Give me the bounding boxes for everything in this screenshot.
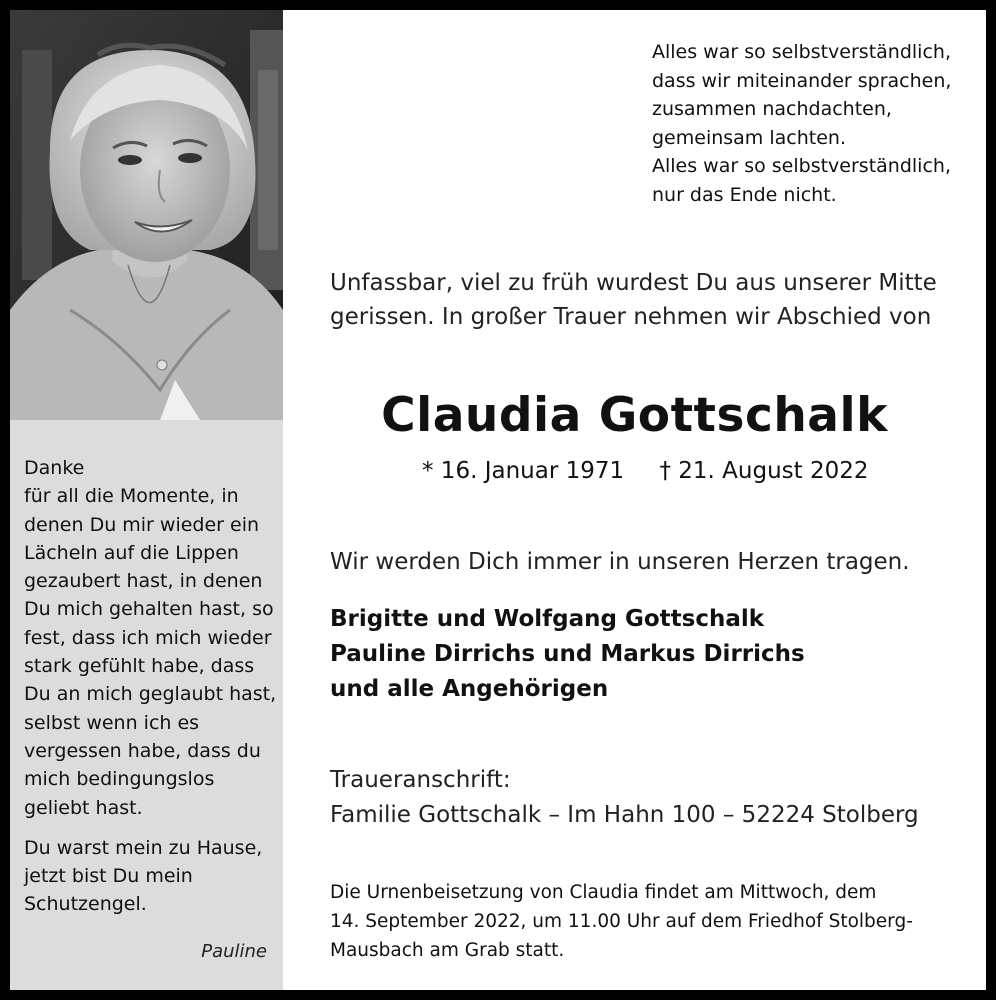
sidebar-line: Du mich gehalten hast, so bbox=[24, 598, 274, 621]
mourner-line: und alle Angehörigen bbox=[330, 676, 609, 702]
mourning-address bbox=[330, 763, 919, 833]
deceased-name: Claudia Gottschalk bbox=[381, 388, 888, 443]
death-date: † 21. August 2022 bbox=[659, 458, 869, 484]
poem-line: Alles war so selbstverständlich, bbox=[652, 155, 951, 178]
intro-text bbox=[330, 266, 937, 334]
sidebar-line: Schutzengel. bbox=[24, 893, 147, 916]
sidebar-line: mich bedingungslos bbox=[24, 768, 215, 791]
burial-line: Mausbach am Grab statt. bbox=[330, 940, 565, 961]
address-label: Traueranschrift: bbox=[330, 767, 511, 793]
sidebar-line: jetzt bist Du mein bbox=[24, 865, 193, 888]
intro-line: Unfassbar, viel zu früh wurdest Du aus unserer Mitte bbox=[330, 270, 937, 296]
poem bbox=[652, 38, 951, 210]
sidebar-text bbox=[24, 454, 279, 919]
poem-line: dass wir miteinander sprachen, bbox=[652, 69, 952, 92]
sidebar-line: geliebt hast. bbox=[24, 796, 143, 819]
sidebar-signature: Pauline bbox=[201, 941, 267, 962]
poem-line: zusammen nachdachten, bbox=[652, 98, 892, 121]
poem-line: Alles war so selbstverständlich, bbox=[652, 41, 951, 63]
mourner-line: Pauline Dirrichs und Markus Dirrichs bbox=[330, 641, 805, 667]
sidebar-line: Du an mich geglaubt hast, bbox=[24, 683, 277, 706]
sidebar-paragraph-1 bbox=[24, 454, 279, 822]
sidebar-line: stark gefühlt habe, dass bbox=[24, 655, 255, 678]
poem-line: nur das Ende nicht. bbox=[652, 183, 837, 206]
sidebar-line: Lächeln auf die Lippen bbox=[24, 541, 239, 564]
poem-line: gemeinsam lachten. bbox=[652, 126, 846, 149]
sidebar-line: für all die Momente, in bbox=[24, 485, 239, 508]
sidebar-line: denen Du mir wieder ein bbox=[24, 513, 260, 536]
mourner-line: Brigitte und Wolfgang Gottschalk bbox=[330, 606, 765, 632]
address-value: Familie Gottschalk – Im Hahn 100 – 52224 Stolberg bbox=[330, 802, 919, 828]
obituary-notice bbox=[10, 10, 986, 990]
burial-notice bbox=[330, 878, 955, 965]
intro-line: gerissen. In großer Trauer nehmen wir Abschied von bbox=[330, 304, 932, 330]
sidebar-line: selbst wenn ich es bbox=[24, 711, 200, 734]
remembrance-line: Wir werden Dich immer in unseren Herzen tragen. bbox=[330, 549, 910, 575]
sidebar-line: Danke bbox=[24, 457, 85, 479]
sidebar-paragraph-2 bbox=[24, 834, 279, 919]
sidebar-line: fest, dass ich mich wieder bbox=[24, 626, 272, 649]
burial-line: 14. September 2022, um 11.00 Uhr auf dem Friedhof Stolberg- bbox=[330, 911, 913, 932]
sidebar-line: gezaubert hast, in denen bbox=[24, 570, 263, 593]
mourners-list bbox=[330, 602, 805, 707]
sidebar-line: Du warst mein zu Hause, bbox=[24, 836, 263, 859]
sidebar-column bbox=[10, 10, 283, 990]
birth-date: * 16. Januar 1971 bbox=[422, 458, 625, 484]
life-dates bbox=[422, 458, 869, 484]
portrait-photo bbox=[10, 10, 283, 420]
sidebar-line: vergessen habe, dass du bbox=[24, 739, 261, 762]
burial-line: Die Urnenbeisetzung von Claudia findet am Mittwoch, dem bbox=[330, 882, 877, 903]
